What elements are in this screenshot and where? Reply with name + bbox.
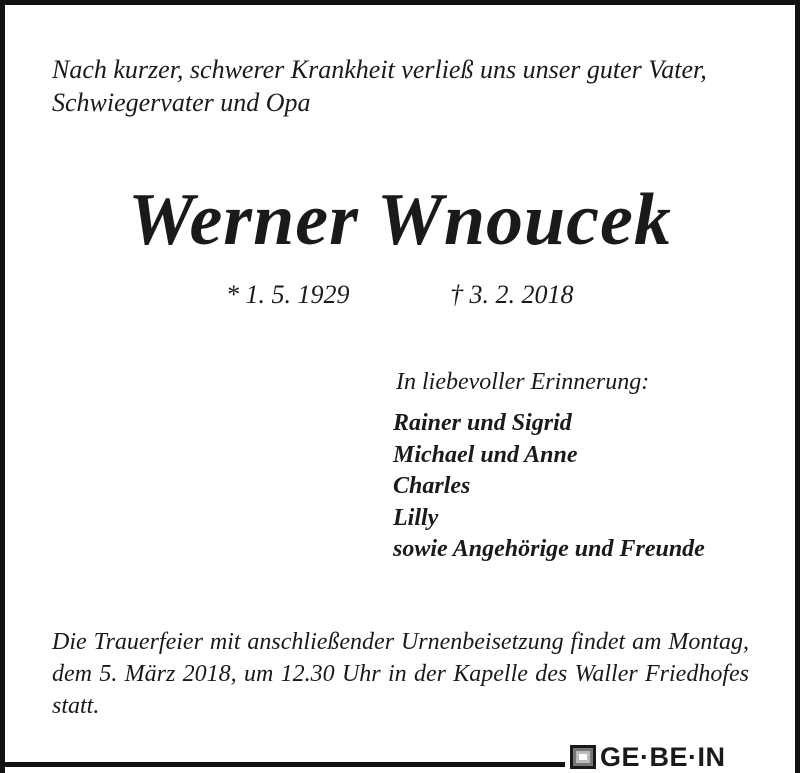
birth-date: * 1. 5. 1929 — [226, 280, 350, 309]
mourner-name: sowie Angehörige und Freunde — [393, 536, 705, 562]
death-date: † 3. 2. 2018 — [450, 280, 574, 309]
intro-line-2: Schwiegervater und Opa — [52, 88, 311, 117]
gebein-logo-icon — [570, 745, 596, 769]
mourner-name: Lilly — [393, 504, 439, 531]
intro-line-1: Nach kurzer, schwerer Krankheit verließ uns unser guter Vater, — [52, 55, 707, 84]
mourner-name: Charles — [393, 473, 471, 499]
gebein-logo — [566, 742, 730, 772]
mourner-name: Rainer und Sigrid — [393, 410, 572, 436]
deceased-name: Werner Wnoucek — [128, 179, 672, 261]
funeral-info: Die Trauerfeier mit anschließender Urnenbeisetzung findet am Montag, dem 5. März 2018, um 12.30 Uhr in der Kapelle des Waller Friedhofes statt. — [52, 629, 749, 719]
footer-rule — [0, 762, 565, 767]
logo-text: GE·BE·IN — [600, 742, 726, 772]
memory-label: In liebevoller Erinnerung: — [396, 369, 650, 395]
intro-text — [52, 53, 752, 119]
mourner-name: Michael und Anne — [393, 441, 578, 468]
mourners-list — [393, 408, 705, 566]
